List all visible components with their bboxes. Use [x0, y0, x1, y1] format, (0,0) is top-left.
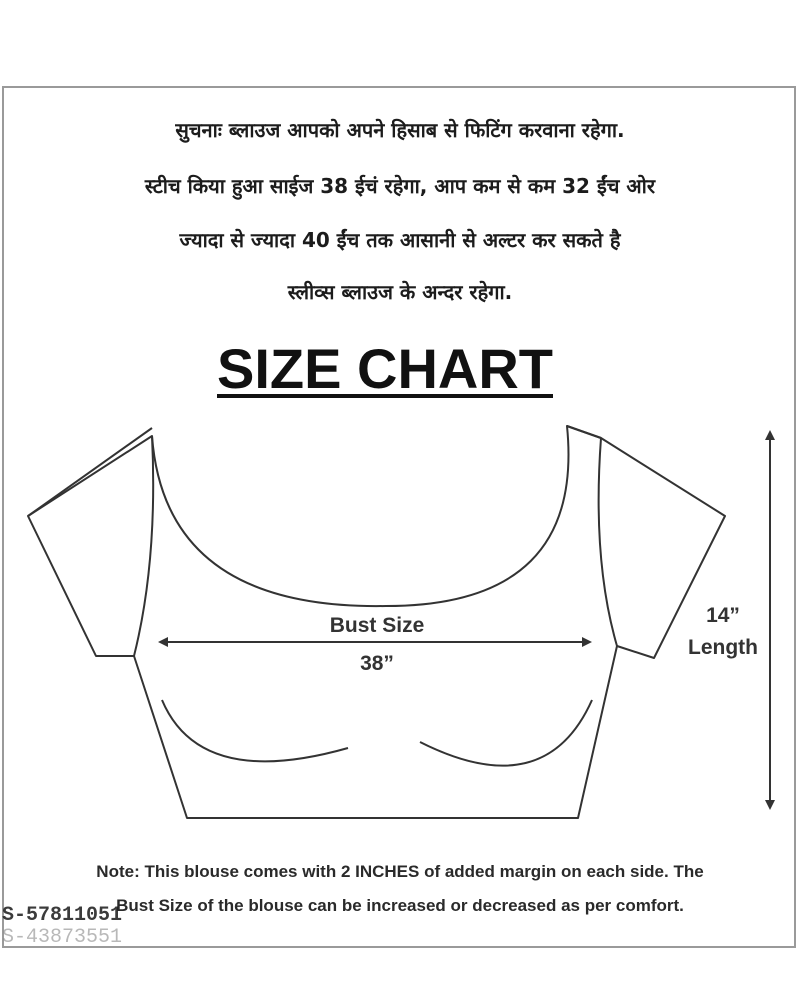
bust-size-value: 38” [360, 652, 394, 675]
watermark-secondary: S-43873551 [2, 926, 123, 949]
notice-line-4: स्लीव्स ब्लाउज के अन्दर रहेगा. [287, 280, 513, 304]
watermark-primary: S-57811051 [2, 904, 123, 927]
notice-line-3: ज्यादा से ज्यादा 40 ईंच तक आसानी से अल्टर कर सकते है [179, 228, 621, 252]
length-value: 14” [706, 604, 740, 627]
page-title-text: SIZE CHART [217, 337, 553, 400]
left-shoulder-edge [28, 428, 152, 516]
right-bust-curve [420, 700, 592, 766]
note-line-2: Bust Size of the blouse can be increased or decreased as per comfort. [116, 896, 684, 915]
left-bust-curve [162, 700, 348, 761]
notice-line-2: स्टीच किया हुआ साईज 38 ईचं रहेगा, आप कम से कम 32 ईंच ओर [144, 174, 656, 198]
note-line-1: Note: This blouse comes with 2 INCHES of added margin on each side. The [96, 862, 704, 881]
left-sleeve-seam [134, 436, 153, 656]
page-title [0, 336, 770, 401]
right-shoulder-edge [567, 426, 601, 438]
right-sleeve-seam [599, 438, 617, 646]
bust-size-label: Bust Size [329, 614, 425, 637]
notice-line-1: सुचनाः ब्लाउज आपको अपने हिसाब से फिटिंग करवाना रहेगा. [175, 118, 625, 142]
length-label: Length [688, 636, 758, 659]
